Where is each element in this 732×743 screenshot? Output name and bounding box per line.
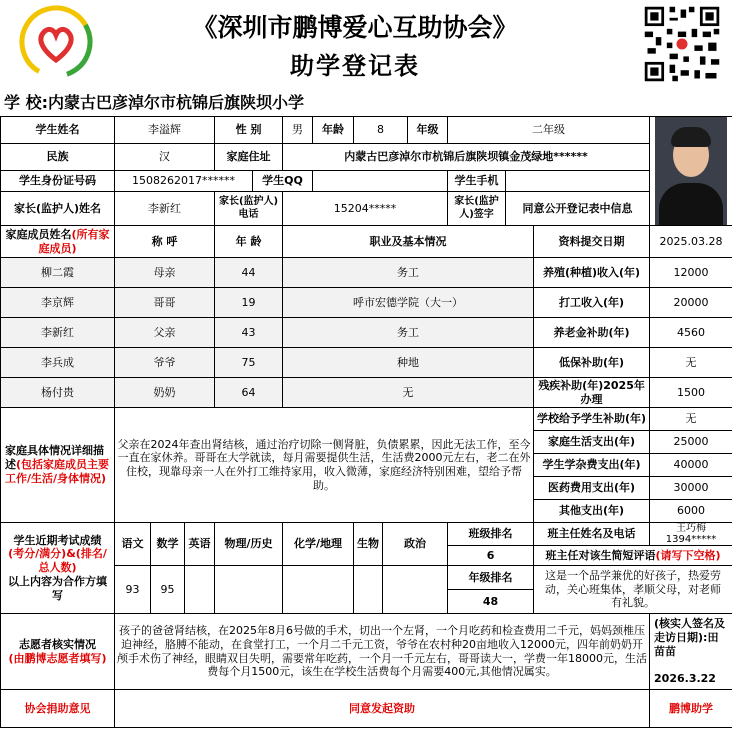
finance-value: 无 <box>650 348 732 378</box>
subject-header: 英语 <box>185 523 215 566</box>
finance-value: 12000 <box>650 258 732 288</box>
comment-label: 班主任对该生简短评语(请写下空格) <box>534 546 732 566</box>
job-header: 职业及基本情况 <box>283 226 534 258</box>
member-job: 无 <box>283 378 534 408</box>
phone-label: 学生手机 <box>448 171 506 192</box>
teacher-label: 班主任姓名及电话 <box>534 523 650 546</box>
gender-value: 男 <box>283 117 313 144</box>
form-header <box>0 0 732 112</box>
ethnicity-value: 汉 <box>115 144 215 171</box>
grade-rank-value: 48 <box>448 590 534 614</box>
relation-header: 称 呼 <box>115 226 215 258</box>
form-subtitle: 助学登记表 <box>290 51 420 80</box>
finance-label: 打工收入(年) <box>534 288 650 318</box>
student-name: 李溢辉 <box>115 117 215 144</box>
guardian-label: 家长(监护人)姓名 <box>1 192 115 226</box>
expense-value: 25000 <box>650 431 732 454</box>
qr-code-icon <box>642 4 722 84</box>
org-name: 鹏博助学 <box>650 690 732 728</box>
teacher-comment: 这是一个品学兼优的好孩子，热爱劳动，关心班集体，孝顺父母，对老师有礼貌。 <box>534 566 732 614</box>
qq-label: 学生QQ <box>253 171 313 192</box>
subject-header: 数学 <box>151 523 185 566</box>
expense-label: 医药费用支出(年) <box>534 477 650 500</box>
teacher-info: 王巧梅 1394***** <box>650 523 732 546</box>
guardian-phone-value: 15204***** <box>283 192 448 226</box>
subject-header: 政治 <box>383 523 448 566</box>
submit-date-label: 资料提交日期 <box>534 226 650 258</box>
finance-label: 养老金补助(年) <box>534 318 650 348</box>
expense-value: 40000 <box>650 454 732 477</box>
gender-label: 性 别 <box>215 117 283 144</box>
age-value: 8 <box>354 117 408 144</box>
footer-label: 协会捐助意见 <box>1 690 115 728</box>
expense-label: 学生学杂费支出(年) <box>534 454 650 477</box>
member-job: 呼市宏德学院（大一） <box>283 288 534 318</box>
finance-label: 低保补助(年) <box>534 348 650 378</box>
situation-text: 父亲在2024年查出肾结核，通过治疗切除一侧肾脏，负债累累，因此无法工作，至今一直在家休养。哥哥在大学就读，每月需要提供生活，生活费2000元左右，老二在外住校，现靠母亲一人在外打工维持家用，收入微薄，家庭经济特别困难，望给予帮助。 <box>115 408 534 523</box>
grade-label: 年级 <box>408 117 448 144</box>
grade-rank-label: 年级排名 <box>448 566 534 590</box>
form-title: 《深圳市鹏博爱心互助协会》 <box>192 13 518 42</box>
member-relation: 母亲 <box>115 258 215 288</box>
address-value: 内蒙古巴彦淖尔市杭锦后旗陕坝镇金茂绿地****** <box>283 144 650 171</box>
score-cell <box>215 566 283 614</box>
consent-text: 同意公开登记表中信息 <box>506 192 650 226</box>
score-cell: 93 <box>115 566 151 614</box>
situation-label: 家庭具体情况详细描述(包括家庭成员主要工作/生活/身体情况) <box>1 408 115 523</box>
volunteer-label: 志愿者核实情况 (由鹏博志愿者填写) <box>1 614 115 690</box>
student-name-label: 学生姓名 <box>1 117 115 144</box>
age-header: 年 龄 <box>215 226 283 258</box>
guardian-value: 李新红 <box>115 192 215 226</box>
member-job: 务工 <box>283 258 534 288</box>
member-age: 19 <box>215 288 283 318</box>
volunteer-sign: (核实人签名及走访日期):田苗苗 2026.3.22 <box>650 614 732 690</box>
grade-value: 二年级 <box>448 117 650 144</box>
school-name: 学 校:内蒙古巴彦淖尔市杭锦后旗陕坝小学 <box>4 93 304 112</box>
expense-label: 家庭生活支出(年) <box>534 431 650 454</box>
volunteer-text: 孩子的爸爸肾结核，在2025年8月6号做的手术，切出一个左肾，一个月吃药和检查费用二千元，妈妈颈椎压迫神经，胳膊不能动，在食堂打工，一个月二千元工资，爷爷在农村种20亩地收入12000元，四年前奶奶开颅手术伤了神经，眼睛双目失明，需要常年吃药，一个月一千元左右，哥哥读大一，学费一年18000元，生活费每个月1500元，该生在学校生活费每个月需要400元,其他情况属实。 <box>115 614 650 690</box>
expense-value: 无 <box>650 408 732 431</box>
expense-value: 6000 <box>650 500 732 523</box>
member-age: 64 <box>215 378 283 408</box>
member-name: 李兵成 <box>1 348 115 378</box>
subject-header: 生物 <box>354 523 383 566</box>
member-job: 种地 <box>283 348 534 378</box>
finance-value: 4560 <box>650 318 732 348</box>
score-cell <box>354 566 383 614</box>
score-cell: 95 <box>151 566 185 614</box>
member-age: 75 <box>215 348 283 378</box>
member-name: 李京辉 <box>1 288 115 318</box>
expense-value: 30000 <box>650 477 732 500</box>
score-cell <box>185 566 215 614</box>
member-name: 柳二霞 <box>1 258 115 288</box>
member-relation: 哥哥 <box>115 288 215 318</box>
phone-value <box>506 171 650 192</box>
student-photo <box>650 117 732 226</box>
guardian-phone-label: 家长(监护人)电话 <box>215 192 283 226</box>
expense-label: 学校给予学生补助(年) <box>534 408 650 431</box>
qq-value <box>313 171 448 192</box>
guardian-sign-label: 家长(监护人)签字 <box>448 192 506 226</box>
id-label: 学生身份证号码 <box>1 171 115 192</box>
heart-logo-icon <box>18 4 94 80</box>
member-relation: 爷爷 <box>115 348 215 378</box>
member-relation: 父亲 <box>115 318 215 348</box>
member-relation: 奶奶 <box>115 378 215 408</box>
age-label: 年龄 <box>313 117 354 144</box>
member-job: 务工 <box>283 318 534 348</box>
finance-label: 养殖(种植)收入(年) <box>534 258 650 288</box>
member-age: 44 <box>215 258 283 288</box>
expense-label: 其他支出(年) <box>534 500 650 523</box>
member-age: 43 <box>215 318 283 348</box>
registration-table <box>0 116 732 728</box>
score-cell <box>383 566 448 614</box>
finance-label: 残疾补助(年)2025年办理 <box>534 378 650 408</box>
family-member-header: 家庭成员姓名(所有家庭成员) <box>1 226 115 258</box>
donation-opinion: 同意发起资助 <box>115 690 650 728</box>
score-cell <box>283 566 354 614</box>
subject-header: 物理/历史 <box>215 523 283 566</box>
finance-value: 1500 <box>650 378 732 408</box>
submit-date: 2025.03.28 <box>650 226 732 258</box>
address-label: 家庭住址 <box>215 144 283 171</box>
member-name: 杨付贵 <box>1 378 115 408</box>
class-rank-label: 班级排名 <box>448 523 534 546</box>
id-value: 1508262017****** <box>115 171 253 192</box>
finance-value: 20000 <box>650 288 732 318</box>
class-rank-value: 6 <box>448 546 534 566</box>
exam-label: 学生近期考试成绩 (考分/满分)&(排名/总人数) 以上内容为合作方填写 <box>1 523 115 614</box>
subject-header: 语文 <box>115 523 151 566</box>
subject-header: 化学/地理 <box>283 523 354 566</box>
ethnicity-label: 民族 <box>1 144 115 171</box>
member-name: 李新红 <box>1 318 115 348</box>
